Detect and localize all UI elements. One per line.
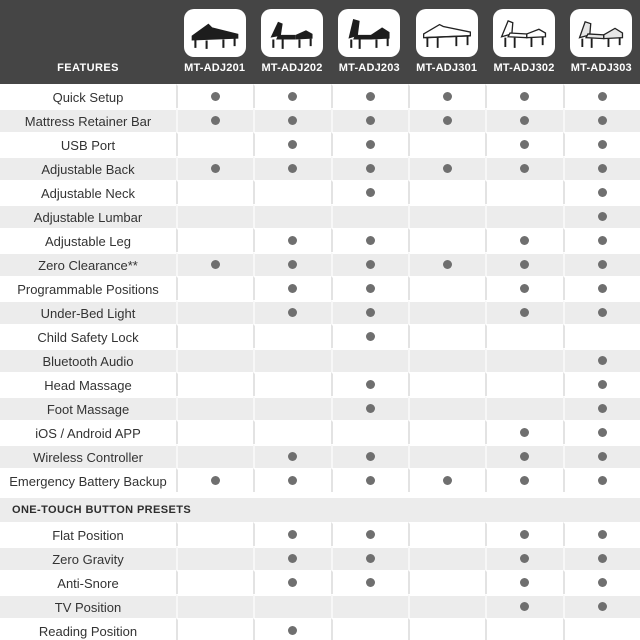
feature-included-cell	[563, 228, 640, 252]
flat-bed-icon	[187, 13, 243, 53]
included-dot-icon	[288, 452, 297, 461]
feature-empty-cell	[485, 618, 562, 640]
feature-included-cell	[485, 522, 562, 546]
included-dot-icon	[443, 116, 452, 125]
feature-included-cell	[331, 546, 408, 570]
included-dot-icon	[288, 626, 297, 635]
feature-empty-cell	[176, 300, 253, 324]
feature-included-cell	[176, 84, 253, 108]
feature-label: Zero Clearance**	[0, 252, 176, 276]
included-dot-icon	[288, 530, 297, 539]
table-row	[0, 180, 640, 204]
feature-included-cell	[485, 252, 562, 276]
feature-included-cell	[176, 252, 253, 276]
included-dot-icon	[366, 554, 375, 563]
included-dot-icon	[366, 164, 375, 173]
feature-included-cell	[563, 84, 640, 108]
feature-empty-cell	[408, 420, 485, 444]
feature-included-cell	[176, 468, 253, 492]
feature-included-cell	[485, 300, 562, 324]
feature-empty-cell	[408, 522, 485, 546]
feature-empty-cell	[331, 594, 408, 618]
table-row	[0, 468, 640, 492]
feature-label: Bluetooth Audio	[0, 348, 176, 372]
feature-label: Head Massage	[0, 372, 176, 396]
included-dot-icon	[366, 188, 375, 197]
table-row	[0, 252, 640, 276]
included-dot-icon	[520, 452, 529, 461]
flat-frame-bed-icon	[419, 13, 475, 53]
feature-included-cell	[331, 468, 408, 492]
adjustable-bed-icon	[341, 13, 397, 53]
feature-included-cell	[563, 546, 640, 570]
table-row	[0, 204, 640, 228]
feature-empty-cell	[253, 372, 330, 396]
included-dot-icon	[520, 476, 529, 485]
feature-empty-cell	[253, 594, 330, 618]
model-header-mt-adj302[interactable]	[485, 0, 562, 84]
feature-empty-cell	[331, 618, 408, 640]
included-dot-icon	[598, 452, 607, 461]
feature-included-cell	[253, 156, 330, 180]
feature-empty-cell	[408, 180, 485, 204]
feature-included-cell	[331, 156, 408, 180]
feature-included-cell	[331, 372, 408, 396]
included-dot-icon	[598, 308, 607, 317]
feature-included-cell	[485, 156, 562, 180]
included-dot-icon	[443, 260, 452, 269]
feature-included-cell	[253, 444, 330, 468]
feature-included-cell	[331, 522, 408, 546]
included-dot-icon	[288, 578, 297, 587]
feature-empty-cell	[485, 348, 562, 372]
adjustable-frame-bed-icon	[573, 13, 629, 53]
feature-included-cell	[485, 594, 562, 618]
feature-label: Adjustable Lumbar	[0, 204, 176, 228]
feature-included-cell	[563, 444, 640, 468]
feature-empty-cell	[176, 276, 253, 300]
included-dot-icon	[520, 140, 529, 149]
table-row	[0, 420, 640, 444]
feature-included-cell	[253, 468, 330, 492]
feature-empty-cell	[331, 348, 408, 372]
model-name: MT-ADJ203	[338, 62, 400, 74]
model-header-mt-adj202[interactable]	[253, 0, 330, 84]
feature-included-cell	[253, 252, 330, 276]
included-dot-icon	[211, 260, 220, 269]
included-dot-icon	[598, 578, 607, 587]
included-dot-icon	[520, 164, 529, 173]
feature-label: Adjustable Leg	[0, 228, 176, 252]
feature-empty-cell	[563, 618, 640, 640]
feature-included-cell	[408, 468, 485, 492]
feature-empty-cell	[485, 396, 562, 420]
feature-label: Adjustable Back	[0, 156, 176, 180]
feature-empty-cell	[176, 372, 253, 396]
feature-empty-cell	[408, 324, 485, 348]
included-dot-icon	[520, 116, 529, 125]
included-dot-icon	[288, 236, 297, 245]
feature-included-cell	[331, 180, 408, 204]
feature-included-cell	[253, 84, 330, 108]
included-dot-icon	[520, 578, 529, 587]
feature-empty-cell	[176, 420, 253, 444]
feature-included-cell	[563, 252, 640, 276]
included-dot-icon	[366, 308, 375, 317]
included-dot-icon	[443, 92, 452, 101]
included-dot-icon	[288, 164, 297, 173]
feature-empty-cell	[408, 300, 485, 324]
included-dot-icon	[288, 476, 297, 485]
table-row	[0, 618, 640, 640]
feature-empty-cell	[485, 204, 562, 228]
feature-empty-cell	[176, 132, 253, 156]
feature-included-cell	[563, 204, 640, 228]
feature-included-cell	[331, 324, 408, 348]
feature-label: iOS / Android APP	[0, 420, 176, 444]
table-row	[0, 348, 640, 372]
model-header-mt-adj201[interactable]	[176, 0, 253, 84]
included-dot-icon	[366, 332, 375, 341]
feature-included-cell	[253, 228, 330, 252]
included-dot-icon	[598, 476, 607, 485]
included-dot-icon	[520, 236, 529, 245]
feature-included-cell	[563, 276, 640, 300]
feature-empty-cell	[408, 396, 485, 420]
table-row	[0, 594, 640, 618]
included-dot-icon	[366, 380, 375, 389]
table-row	[0, 522, 640, 546]
feature-included-cell	[253, 618, 330, 640]
model-name: MT-ADJ201	[184, 62, 246, 74]
feature-empty-cell	[408, 618, 485, 640]
feature-empty-cell	[408, 132, 485, 156]
included-dot-icon	[520, 308, 529, 317]
feature-included-cell	[485, 420, 562, 444]
feature-label: Mattress Retainer Bar	[0, 108, 176, 132]
feature-empty-cell	[485, 180, 562, 204]
bed-thumbnail-tile[interactable]	[570, 9, 632, 57]
included-dot-icon	[598, 236, 607, 245]
included-dot-icon	[598, 404, 607, 413]
included-dot-icon	[598, 554, 607, 563]
included-dot-icon	[366, 452, 375, 461]
included-dot-icon	[520, 260, 529, 269]
table-row	[0, 276, 640, 300]
bed-thumbnail-tile[interactable]	[338, 9, 400, 57]
table-row	[0, 132, 640, 156]
feature-empty-cell	[176, 228, 253, 252]
feature-included-cell	[253, 570, 330, 594]
feature-included-cell	[563, 180, 640, 204]
adjustable-bed-icon	[264, 13, 320, 53]
feature-label: Anti-Snore	[0, 570, 176, 594]
table-row	[0, 300, 640, 324]
bed-thumbnail-tile[interactable]	[416, 9, 478, 57]
feature-empty-cell	[253, 204, 330, 228]
section-header-label: ONE-TOUCH BUTTON PRESETS	[0, 492, 640, 522]
included-dot-icon	[520, 530, 529, 539]
feature-included-cell	[563, 594, 640, 618]
included-dot-icon	[366, 284, 375, 293]
included-dot-icon	[288, 554, 297, 563]
included-dot-icon	[211, 116, 220, 125]
comparison-table-body	[0, 84, 640, 640]
feature-empty-cell	[176, 594, 253, 618]
feature-included-cell	[253, 522, 330, 546]
feature-empty-cell	[331, 204, 408, 228]
feature-included-cell	[253, 132, 330, 156]
included-dot-icon	[366, 530, 375, 539]
included-dot-icon	[366, 260, 375, 269]
table-row	[0, 372, 640, 396]
feature-included-cell	[563, 348, 640, 372]
included-dot-icon	[366, 578, 375, 587]
feature-empty-cell	[408, 444, 485, 468]
included-dot-icon	[366, 404, 375, 413]
feature-included-cell	[331, 570, 408, 594]
features-label: FEATURES	[57, 62, 119, 74]
table-row	[0, 570, 640, 594]
feature-included-cell	[331, 228, 408, 252]
feature-empty-cell	[253, 396, 330, 420]
feature-included-cell	[408, 108, 485, 132]
feature-included-cell	[485, 108, 562, 132]
feature-included-cell	[563, 156, 640, 180]
feature-empty-cell	[176, 546, 253, 570]
table-row	[0, 108, 640, 132]
feature-empty-cell	[485, 324, 562, 348]
feature-empty-cell	[176, 522, 253, 546]
feature-label: Adjustable Neck	[0, 180, 176, 204]
feature-empty-cell	[176, 204, 253, 228]
feature-empty-cell	[253, 348, 330, 372]
table-row	[0, 228, 640, 252]
included-dot-icon	[598, 380, 607, 389]
feature-empty-cell	[176, 180, 253, 204]
table-row	[0, 156, 640, 180]
section-row	[0, 492, 640, 522]
included-dot-icon	[598, 140, 607, 149]
included-dot-icon	[598, 188, 607, 197]
feature-empty-cell	[176, 324, 253, 348]
included-dot-icon	[598, 284, 607, 293]
feature-included-cell	[563, 132, 640, 156]
model-header-mt-adj203[interactable]	[331, 0, 408, 84]
included-dot-icon	[288, 284, 297, 293]
feature-included-cell	[331, 132, 408, 156]
feature-included-cell	[563, 396, 640, 420]
model-header-mt-adj301[interactable]	[408, 0, 485, 84]
table-row	[0, 444, 640, 468]
feature-included-cell	[331, 444, 408, 468]
included-dot-icon	[520, 284, 529, 293]
feature-included-cell	[253, 546, 330, 570]
feature-included-cell	[485, 570, 562, 594]
feature-included-cell	[563, 420, 640, 444]
feature-included-cell	[331, 84, 408, 108]
bed-thumbnail-tile[interactable]	[261, 9, 323, 57]
feature-empty-cell	[176, 396, 253, 420]
model-name: MT-ADJ301	[416, 62, 478, 74]
feature-included-cell	[253, 300, 330, 324]
feature-empty-cell	[176, 444, 253, 468]
included-dot-icon	[598, 530, 607, 539]
feature-included-cell	[408, 156, 485, 180]
feature-label: Child Safety Lock	[0, 324, 176, 348]
feature-empty-cell	[408, 372, 485, 396]
feature-label: Emergency Battery Backup	[0, 468, 176, 492]
feature-included-cell	[563, 468, 640, 492]
feature-included-cell	[253, 108, 330, 132]
feature-empty-cell	[563, 324, 640, 348]
feature-empty-cell	[253, 420, 330, 444]
feature-included-cell	[563, 570, 640, 594]
model-name: MT-ADJ303	[570, 62, 632, 74]
feature-empty-cell	[408, 276, 485, 300]
included-dot-icon	[288, 92, 297, 101]
included-dot-icon	[366, 116, 375, 125]
feature-comparison-table	[0, 84, 640, 640]
included-dot-icon	[598, 260, 607, 269]
included-dot-icon	[288, 260, 297, 269]
comparison-header	[0, 0, 640, 84]
included-dot-icon	[443, 164, 452, 173]
feature-included-cell	[176, 156, 253, 180]
feature-included-cell	[485, 468, 562, 492]
feature-empty-cell	[176, 348, 253, 372]
feature-label: Reading Position	[0, 618, 176, 640]
included-dot-icon	[598, 116, 607, 125]
table-row	[0, 84, 640, 108]
feature-included-cell	[176, 108, 253, 132]
feature-included-cell	[563, 108, 640, 132]
included-dot-icon	[520, 554, 529, 563]
feature-empty-cell	[408, 348, 485, 372]
included-dot-icon	[598, 212, 607, 221]
included-dot-icon	[598, 92, 607, 101]
table-row	[0, 324, 640, 348]
feature-label: USB Port	[0, 132, 176, 156]
feature-included-cell	[331, 276, 408, 300]
feature-empty-cell	[176, 618, 253, 640]
feature-included-cell	[331, 300, 408, 324]
included-dot-icon	[520, 92, 529, 101]
feature-included-cell	[408, 252, 485, 276]
feature-empty-cell	[408, 546, 485, 570]
bed-thumbnail-tile[interactable]	[493, 9, 555, 57]
feature-empty-cell	[485, 372, 562, 396]
feature-label: Quick Setup	[0, 84, 176, 108]
included-dot-icon	[288, 140, 297, 149]
feature-label: Flat Position	[0, 522, 176, 546]
feature-included-cell	[485, 444, 562, 468]
included-dot-icon	[598, 602, 607, 611]
included-dot-icon	[288, 116, 297, 125]
included-dot-icon	[211, 476, 220, 485]
model-name: MT-ADJ202	[261, 62, 323, 74]
feature-label: TV Position	[0, 594, 176, 618]
adjustable-frame-bed-icon	[496, 13, 552, 53]
model-name: MT-ADJ302	[493, 62, 555, 74]
feature-included-cell	[485, 84, 562, 108]
feature-empty-cell	[253, 324, 330, 348]
included-dot-icon	[520, 602, 529, 611]
feature-empty-cell	[331, 420, 408, 444]
feature-label: Under-Bed Light	[0, 300, 176, 324]
included-dot-icon	[366, 236, 375, 245]
feature-label: Zero Gravity	[0, 546, 176, 570]
feature-empty-cell	[408, 594, 485, 618]
included-dot-icon	[443, 476, 452, 485]
included-dot-icon	[598, 428, 607, 437]
feature-empty-cell	[408, 204, 485, 228]
feature-included-cell	[485, 132, 562, 156]
feature-label: Programmable Positions	[0, 276, 176, 300]
included-dot-icon	[366, 140, 375, 149]
feature-empty-cell	[408, 570, 485, 594]
feature-included-cell	[563, 300, 640, 324]
feature-empty-cell	[176, 570, 253, 594]
feature-included-cell	[485, 276, 562, 300]
included-dot-icon	[598, 356, 607, 365]
feature-included-cell	[331, 252, 408, 276]
feature-label: Foot Massage	[0, 396, 176, 420]
table-row	[0, 546, 640, 570]
feature-included-cell	[485, 228, 562, 252]
model-header-mt-adj303[interactable]	[563, 0, 640, 84]
included-dot-icon	[520, 428, 529, 437]
feature-included-cell	[563, 372, 640, 396]
feature-empty-cell	[253, 180, 330, 204]
bed-thumbnail-tile[interactable]	[184, 9, 246, 57]
included-dot-icon	[288, 308, 297, 317]
feature-included-cell	[253, 276, 330, 300]
feature-empty-cell	[408, 228, 485, 252]
feature-label: Wireless Controller	[0, 444, 176, 468]
feature-included-cell	[485, 546, 562, 570]
included-dot-icon	[366, 92, 375, 101]
feature-included-cell	[331, 108, 408, 132]
table-row	[0, 396, 640, 420]
feature-included-cell	[408, 84, 485, 108]
included-dot-icon	[366, 476, 375, 485]
included-dot-icon	[211, 92, 220, 101]
included-dot-icon	[211, 164, 220, 173]
features-column-header	[0, 0, 176, 84]
feature-included-cell	[563, 522, 640, 546]
included-dot-icon	[598, 164, 607, 173]
feature-included-cell	[331, 396, 408, 420]
